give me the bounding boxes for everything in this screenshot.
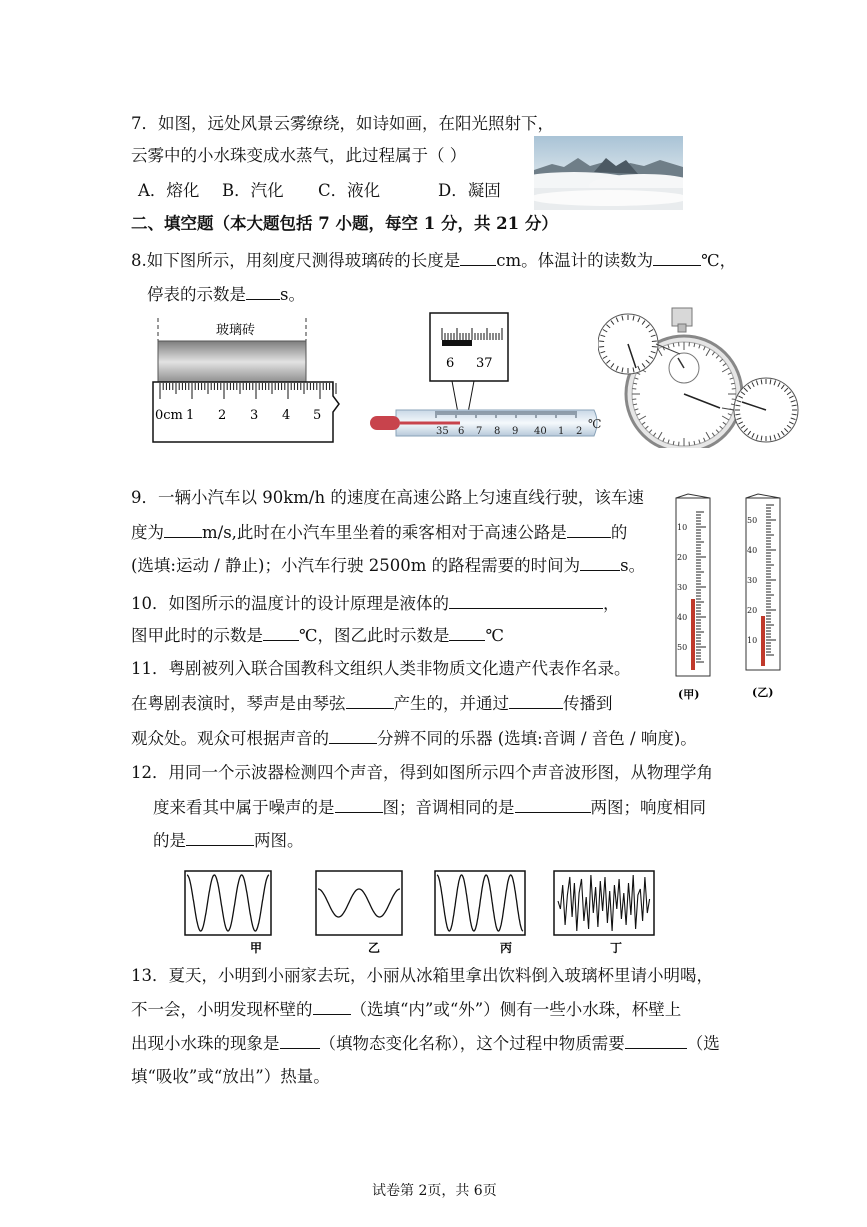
q11-line1: 11．粤剧被列入联合国教科文组织人类非物质文化遗产代表作名录。 <box>131 659 631 678</box>
yi-label-50: 50 <box>747 516 758 525</box>
zoom-mercury <box>442 340 472 346</box>
q8-text-5: s。 <box>280 285 305 304</box>
q9-text-5: s。 <box>620 556 646 575</box>
tube-label-6: 6 <box>458 426 465 437</box>
glass-brick-label: 玻璃砖 <box>216 323 256 338</box>
q11-blank-vibration[interactable] <box>346 692 394 709</box>
q11-text-1: 在粤剧表演时，琴声是由琴弦 <box>131 694 346 713</box>
jia-label-40: 40 <box>677 613 688 622</box>
q10-blank-principle[interactable] <box>449 592 603 609</box>
q8-blank-length[interactable] <box>460 249 496 266</box>
q9-text-4: (选填:运动 / 静止)；小汽车行驶 2500m 的路程需要的时间为 <box>131 556 581 575</box>
ruler-label-1: 1 <box>186 408 195 423</box>
wave-label-yi: 乙 <box>368 941 381 955</box>
q12-line3 <box>153 829 304 852</box>
q12-text-3: 两图；响度相同 <box>590 798 706 817</box>
ruler-figure <box>150 314 350 446</box>
q11-text-5: 分辨不同的乐器 (选填:音调 / 音色 / 响度)。 <box>377 729 697 748</box>
q11-text-4: 观众处。观众可根据声音的 <box>131 729 329 748</box>
q12-line1: 12．用同一个示波器检测四个声音，得到如图所示四个声音波形图，从物理学角 <box>131 763 713 782</box>
q10-line2 <box>131 624 504 647</box>
waveform-yi <box>316 871 402 935</box>
wave-label-ding: 丁 <box>610 941 623 955</box>
jia-label-50: 50 <box>677 643 688 652</box>
stopwatch-figure <box>598 306 802 448</box>
tube-unit: ℃ <box>588 417 602 431</box>
q13-blank-heat[interactable] <box>625 1032 687 1049</box>
q10-text-3: 图甲此时的示数是 <box>131 626 263 645</box>
q11-text-3: 传播到 <box>563 694 613 713</box>
cloud-landscape-photo <box>534 136 683 210</box>
q8-line1 <box>131 249 736 272</box>
tube-label-40: 40 <box>534 426 547 437</box>
thermometer-jia <box>676 494 710 676</box>
q13-text-5: （选 <box>686 1034 720 1053</box>
q9-blank-time[interactable] <box>580 554 620 571</box>
yi-label-10: 10 <box>747 636 758 645</box>
waveforms-figure <box>182 868 662 958</box>
ruler-label-0: 0cm <box>155 408 183 423</box>
jia-label-20: 20 <box>677 553 688 562</box>
zoom-label-37: 37 <box>476 356 493 371</box>
waveform-ding <box>554 871 654 935</box>
section-heading: 二、填空题（本大题包括 7 小题，每空 1 分，共 21 分） <box>131 214 558 233</box>
ruler-label-5: 5 <box>313 408 322 423</box>
q7-line1: 7．如图，远处风景云雾缭绕，如诗如画，在阳光照射下， <box>131 114 554 133</box>
q11-blank-timbre[interactable] <box>329 727 377 744</box>
ruler-label-3: 3 <box>250 408 259 423</box>
waveform-jia <box>185 871 271 935</box>
q10-text-1: 10．如图所示的温度计的设计原理是液体的 <box>131 594 449 613</box>
zoom-label-6: 6 <box>446 356 455 371</box>
q13-text-4: （填物态变化名称），这个过程中物质需要 <box>319 1034 625 1053</box>
ruler-label-2: 2 <box>218 408 227 423</box>
q9-text-1: 度为 <box>131 523 164 542</box>
q13-text-3: 出现小水珠的现象是 <box>131 1034 280 1053</box>
yi-label-20: 20 <box>747 606 758 615</box>
thermometer-zoom-box <box>430 313 508 381</box>
q9-line2 <box>131 521 627 544</box>
jia-label-30: 30 <box>677 583 688 592</box>
tube-label-9: 9 <box>512 426 519 437</box>
q8-line2 <box>147 283 305 306</box>
q11-line2 <box>131 692 613 715</box>
waveform-bing <box>435 871 525 935</box>
q8-text-4: 停表的示数是 <box>147 285 246 304</box>
yi-liquid-column <box>761 616 765 666</box>
q9-text-3: 的 <box>610 523 628 542</box>
q8-text-1: 8.如下图所示，用刻度尺测得玻璃砖的长度是 <box>131 251 461 270</box>
stopwatch-crown <box>672 308 692 326</box>
thermometer-bulb <box>370 416 400 430</box>
q10-line1 <box>131 592 620 615</box>
ruler-label-4: 4 <box>282 408 291 423</box>
q9-line3 <box>131 554 645 577</box>
q10-blank-yi[interactable] <box>449 624 485 641</box>
q13-line1: 13．夏天，小明到小丽家去玩，小丽从冰箱里拿出饮料倒入玻璃杯里请小明喝， <box>131 966 713 985</box>
clinical-thermometer-figure <box>366 310 606 446</box>
q12-line2 <box>153 796 706 819</box>
q7-option-d: D．凝固 <box>438 181 501 200</box>
q12-text-5: 两图。 <box>254 831 304 850</box>
q11-blank-medium[interactable] <box>509 692 563 709</box>
page-footer: 试卷第 2页，共 6页 <box>372 1183 497 1199</box>
q8-text-2: cm。体温计的读数为 <box>496 251 654 270</box>
jia-liquid-column <box>691 599 695 670</box>
q7-option-a: A．熔化 <box>138 181 200 200</box>
yi-caption: (乙) <box>752 686 774 699</box>
q13-blank-phase[interactable] <box>280 1032 320 1049</box>
q7-line2: 云雾中的小水珠变成水蒸气，此过程属于（ ） <box>131 146 467 165</box>
jia-label-10: 10 <box>677 523 688 532</box>
q13-line2 <box>131 998 681 1021</box>
q12-text-4: 的是 <box>153 831 186 850</box>
q13-text-2: （选填“内”或“外”）侧有一些小水珠，杯壁上 <box>350 1000 682 1019</box>
wave-label-jia: 甲 <box>250 941 263 955</box>
yi-label-40: 40 <box>747 546 758 555</box>
q12-blank-pitch[interactable] <box>515 796 591 813</box>
q10-text-5: ℃ <box>485 626 504 645</box>
q12-blank-noise[interactable] <box>335 796 383 813</box>
q7-option-b: B．汽化 <box>222 181 284 200</box>
yi-label-30: 30 <box>747 576 758 585</box>
q12-text-1: 度来看其中属于噪声的是 <box>153 798 335 817</box>
q9-blank-speed[interactable] <box>164 521 202 538</box>
q9-line1: 9．一辆小汽车以 90km/h 的速度在高速公路上匀速直线行驶，该车速 <box>131 488 644 507</box>
tube-label-1: 1 <box>558 426 565 437</box>
q7-option-c: C．液化 <box>318 181 381 200</box>
q10-text-4: ℃，图乙此时示数是 <box>299 626 450 645</box>
q8-text-3: ℃， <box>701 251 737 270</box>
jia-caption: (甲) <box>678 688 700 701</box>
thermometer-yi <box>746 494 780 670</box>
q13-line3 <box>131 1032 720 1055</box>
q9-text-2: m/s,此时在小汽车里坐着的乘客相对于高速公路是 <box>202 523 567 542</box>
glass-brick <box>158 341 306 383</box>
q9-blank-motion[interactable] <box>567 521 611 538</box>
q8-blank-thermometer[interactable] <box>653 249 701 266</box>
q11-line3 <box>131 727 697 750</box>
tube-label-2: 2 <box>576 426 583 437</box>
q10-blank-jia[interactable] <box>263 624 299 641</box>
q13-line4: 填“吸收”或“放出”）热量。 <box>131 1067 330 1086</box>
q8-blank-stopwatch[interactable] <box>246 283 280 300</box>
q12-text-2: 图；音调相同的是 <box>382 798 515 817</box>
q12-blank-loudness[interactable] <box>186 829 254 846</box>
tube-label-7: 7 <box>476 426 483 437</box>
wave-label-bing: 丙 <box>500 941 513 955</box>
thermometers-figure <box>658 490 798 708</box>
tube-label-35: 35 <box>436 426 449 437</box>
q10-text-2: ， <box>603 594 620 613</box>
q13-text-1: 不一会，小明发现杯壁的 <box>131 1000 313 1019</box>
tube-label-8: 8 <box>494 426 501 437</box>
q13-blank-side[interactable] <box>313 998 351 1015</box>
q11-text-2: 产生的，并通过 <box>393 694 509 713</box>
